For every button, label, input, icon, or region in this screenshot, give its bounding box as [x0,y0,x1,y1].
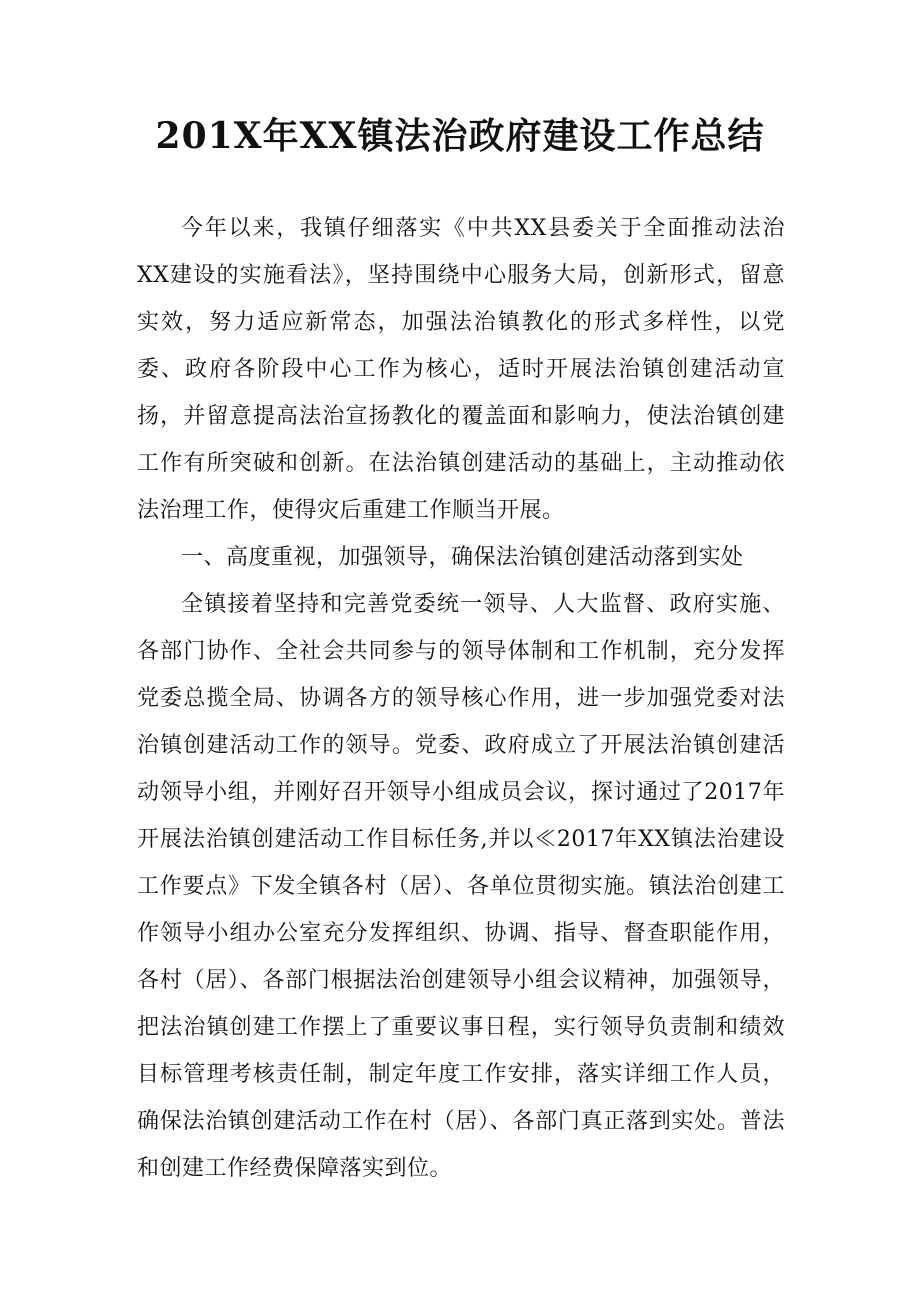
intro-paragraph: 今年以来，我镇仔细落实《中共XX县委关于全面推动法治XX建设的实施看法》，坚持围绕中心服务大局，创新形式，留意实效，努力适应新常态，加强法治镇教化的形式多样性，以党委、政府各阶段中心工作为核心，适时开展法治镇创建活动宣扬，并留意提高法治宣扬教化的覆盖面和影响力，使法治镇创建工作有所突破和创新。在法治镇创建活动的基础上，主动推动依法治理工作，使得灾后重建工作顺当开展。 [137,216,785,523]
section-heading: 一、高度重视，加强领导，确保法治镇创建活动落到实处 [181,545,744,570]
document-body [137,205,785,1192]
section-paragraph: 全镇接着坚持和完善党委统一领导、人大监督、政府实施、各部门协作、全社会共同参与的领导体制和工作机制，充分发挥党委总揽全局、协调各方的领导核心作用，进一步加强党委对法治镇创建活动工作的领导。党委、政府成立了开展法治镇创建活动领导小组，并刚好召开领导小组成员会议，探讨通过了2017年开展法治镇创建活动工作目标任务,并以≪2017年XX镇法治建设工作要点》下发全镇各村（居）、各单位贯彻实施。镇法治创建工作领导小组办公室充分发挥组织、协调、指导、督查职能作用，各村（居）、各部门根据法治创建领导小组会议精神，加强领导，把法治镇创建工作摆上了重要议事日程，实行领导负责制和绩效目标管理考核责任制，制定年度工作安排，落实详细工作人员，确保法治镇创建活动工作在村（居）、各部门真正落到实处。普法和创建工作经费保障落实到位。 [137,592,785,1181]
document-title: 201X年XX镇法治政府建设工作总结 [155,115,765,157]
